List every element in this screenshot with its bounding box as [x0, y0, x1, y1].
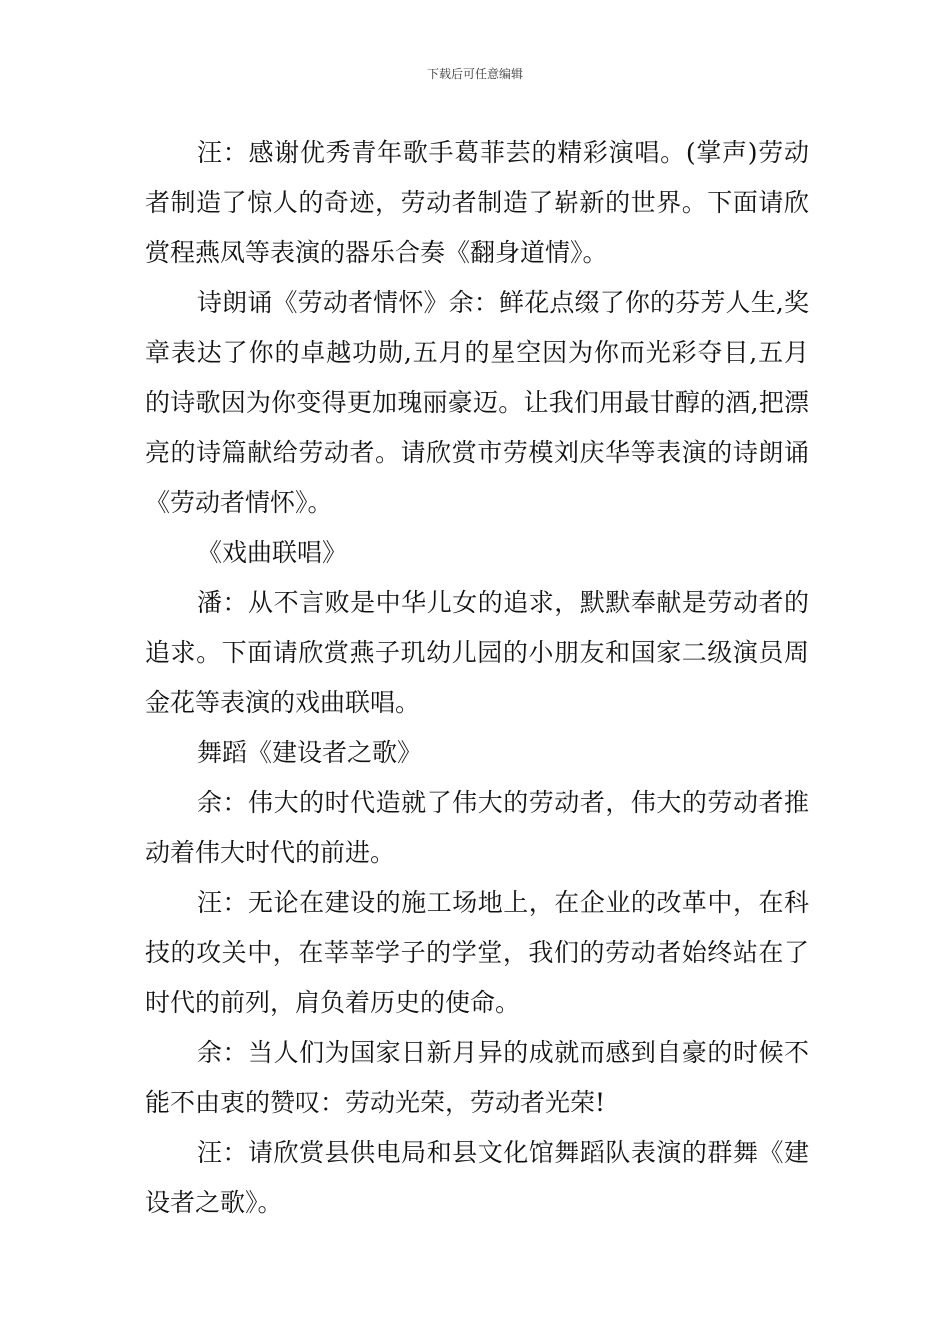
paragraph-wang-construction: 汪：无论在建设的施工场地上，在企业的改革中，在科技的攻关中，在莘莘学子的学堂，我们的劳动者始终站在了时代的前列，肩负着历史的使命。 — [145, 888, 809, 1017]
paragraph-pan-intro: 潘：从不言败是中华儿女的追求，默默奉献是劳动者的追求。下面请欣赏燕子玑幼儿园的小朋友和国家二级演员周金花等表演的戏曲联唱。 — [145, 588, 809, 717]
paragraph-wang-group-dance: 汪：请欣赏县供电局和县文化馆舞蹈队表演的群舞《建设者之歌》。 — [145, 1138, 809, 1217]
program-title-builders-dance: 舞蹈《建设者之歌》 — [197, 738, 423, 767]
paragraph-wang-thanks: 汪：感谢优秀青年歌手葛菲芸的精彩演唱。(掌声)劳动者制造了惊人的奇迹，劳动者制造了崭新的世界。下面请欣赏程燕凤等表演的器乐合奏《翻身道情》。 — [145, 138, 809, 267]
paragraph-yu-great-era: 余：伟大的时代造就了伟大的劳动者，伟大的劳动者推动着伟大时代的前进。 — [145, 788, 809, 867]
paragraph-yu-glory: 余：当人们为国家日新月异的成就而感到自豪的时候不能不由衷的赞叹：劳动光荣，劳动者光荣! — [145, 1038, 809, 1117]
paragraph-poem-recital: 诗朗诵《劳动者情怀》余：鲜花点缀了你的芬芳人生,奖章表达了你的卓越功勋,五月的星空因为你而光彩夺目,五月的诗歌因为你变得更加瑰丽豪迈。让我们用最甘醇的酒,把漂亮的诗篇献给劳动者。请欣赏市劳模刘庆华等表演的诗朗诵《劳动者情怀》。 — [145, 288, 809, 517]
document-body — [145, 128, 809, 1228]
page-header-note: 下载后可任意编辑 — [426, 67, 523, 81]
program-title-opera-medley: 《戏曲联唱》 — [197, 538, 348, 567]
